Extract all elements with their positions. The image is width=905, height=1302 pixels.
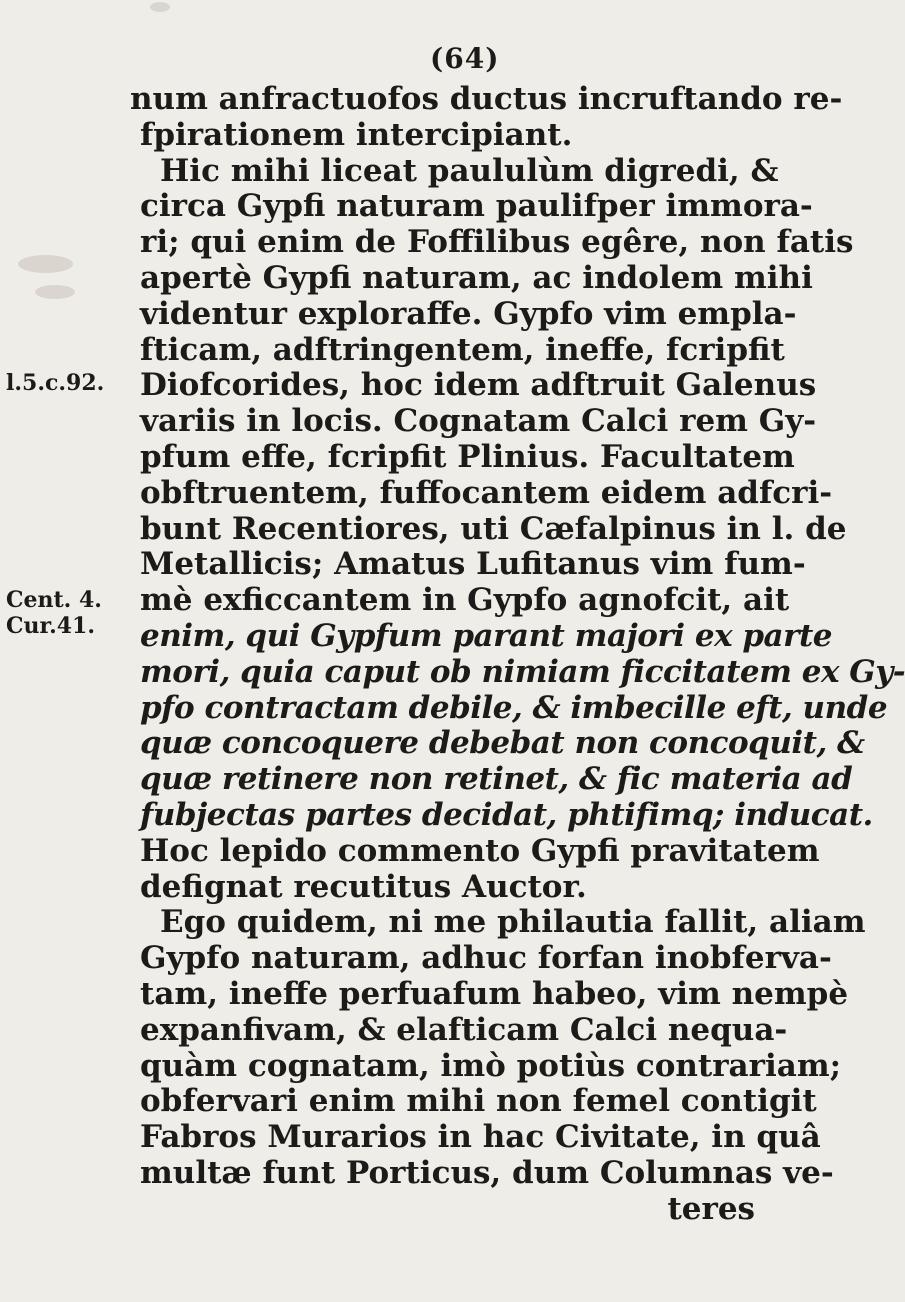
text-line-25: Gypfo naturam, adhuc forfan inobferva- bbox=[140, 940, 832, 977]
ink-smudge-decoration bbox=[18, 255, 73, 273]
text-line-19: quæ concoquere debebat non concoquit, & bbox=[140, 725, 865, 762]
text-line-6: apertè Gypfi naturam, ac indolem mihi bbox=[140, 259, 813, 296]
margin-note-reference: Cur.41. bbox=[6, 613, 96, 639]
text-line-8: fticam, adftringentem, ineffe, fcripfit bbox=[140, 331, 785, 368]
text-line-9: Diofcorides, hoc idem adftruit Galenus bbox=[140, 367, 817, 404]
text-line-29: obfervari enim mihi non femel contigit bbox=[140, 1083, 817, 1120]
text-line-12: obftruentem, fuffocantem eidem adfcri- bbox=[140, 474, 833, 511]
text-line-18: pfo contractam debile, & imbecille eft, unde bbox=[140, 689, 888, 726]
text-line-11: pfum effe, fcripfit Plinius. Facultatem bbox=[140, 438, 795, 475]
text-line-21: fubjectas partes decidat, phtifimq; inducat. bbox=[140, 796, 873, 833]
text-line-24: Ego quidem, ni me philautia fallit, aliam bbox=[160, 904, 866, 941]
text-line-1: num anfractuofos ductus incruftando re- bbox=[130, 81, 843, 117]
text-line-26: tam, ineffe perfuafum habeo, vim nempè bbox=[140, 975, 849, 1012]
text-line-4: circa Gypfi naturam paulifper immora- bbox=[140, 188, 813, 225]
text-line-13: bunt Recentiores, uti Cæfalpinus in l. de bbox=[140, 510, 847, 547]
text-line-7: videntur exploraffe. Gypfo vim empla- bbox=[140, 295, 797, 332]
text-line-2: fpirationem intercipiant. bbox=[140, 116, 573, 153]
text-line-5: ri; qui enim de Foffilibus egêre, non fatis bbox=[140, 224, 854, 261]
text-line-16: enim, qui Gypfum parant majori ex parte bbox=[140, 617, 832, 654]
text-line-30: Fabros Murarios in hac Civitate, in quâ bbox=[140, 1119, 821, 1156]
text-line-10: variis in locis. Cognatam Calci rem Gy- bbox=[140, 403, 817, 440]
margin-note-reference: Cent. 4. bbox=[6, 587, 102, 613]
margin-note-reference: l.5.c.92. bbox=[6, 370, 105, 396]
text-line-28: quàm cognatam, imò potiùs contrariam; bbox=[140, 1047, 842, 1084]
text-line-22: Hoc lepido commento Gypfi pravitatem bbox=[140, 832, 820, 869]
text-line-15: mè exficcantem in Gypfo agnofcit, ait bbox=[140, 582, 790, 619]
page-header: (64) bbox=[430, 42, 500, 75]
text-line-3: Hic mihi liceat paululùm digredi, & bbox=[160, 152, 779, 189]
text-line-20: quæ retinere non retinet, & fic materia ad bbox=[140, 761, 853, 798]
catchword: teres bbox=[667, 1190, 755, 1227]
text-line-27: expanfivam, & elafticam Calci nequa- bbox=[140, 1011, 788, 1048]
text-line-17: mori, quia caput ob nimiam ficcitatem ex Gy- bbox=[140, 653, 905, 690]
text-line-23: defignat recutitus Auctor. bbox=[140, 868, 587, 905]
text-line-14: Metallicis; Amatus Lufitanus vim fum- bbox=[140, 546, 806, 583]
ink-smudge-decoration bbox=[150, 2, 170, 12]
body-text bbox=[110, 81, 905, 1228]
text-line-31: multæ funt Porticus, dum Columnas ve- bbox=[140, 1154, 834, 1191]
ink-smudge-decoration bbox=[35, 285, 75, 299]
